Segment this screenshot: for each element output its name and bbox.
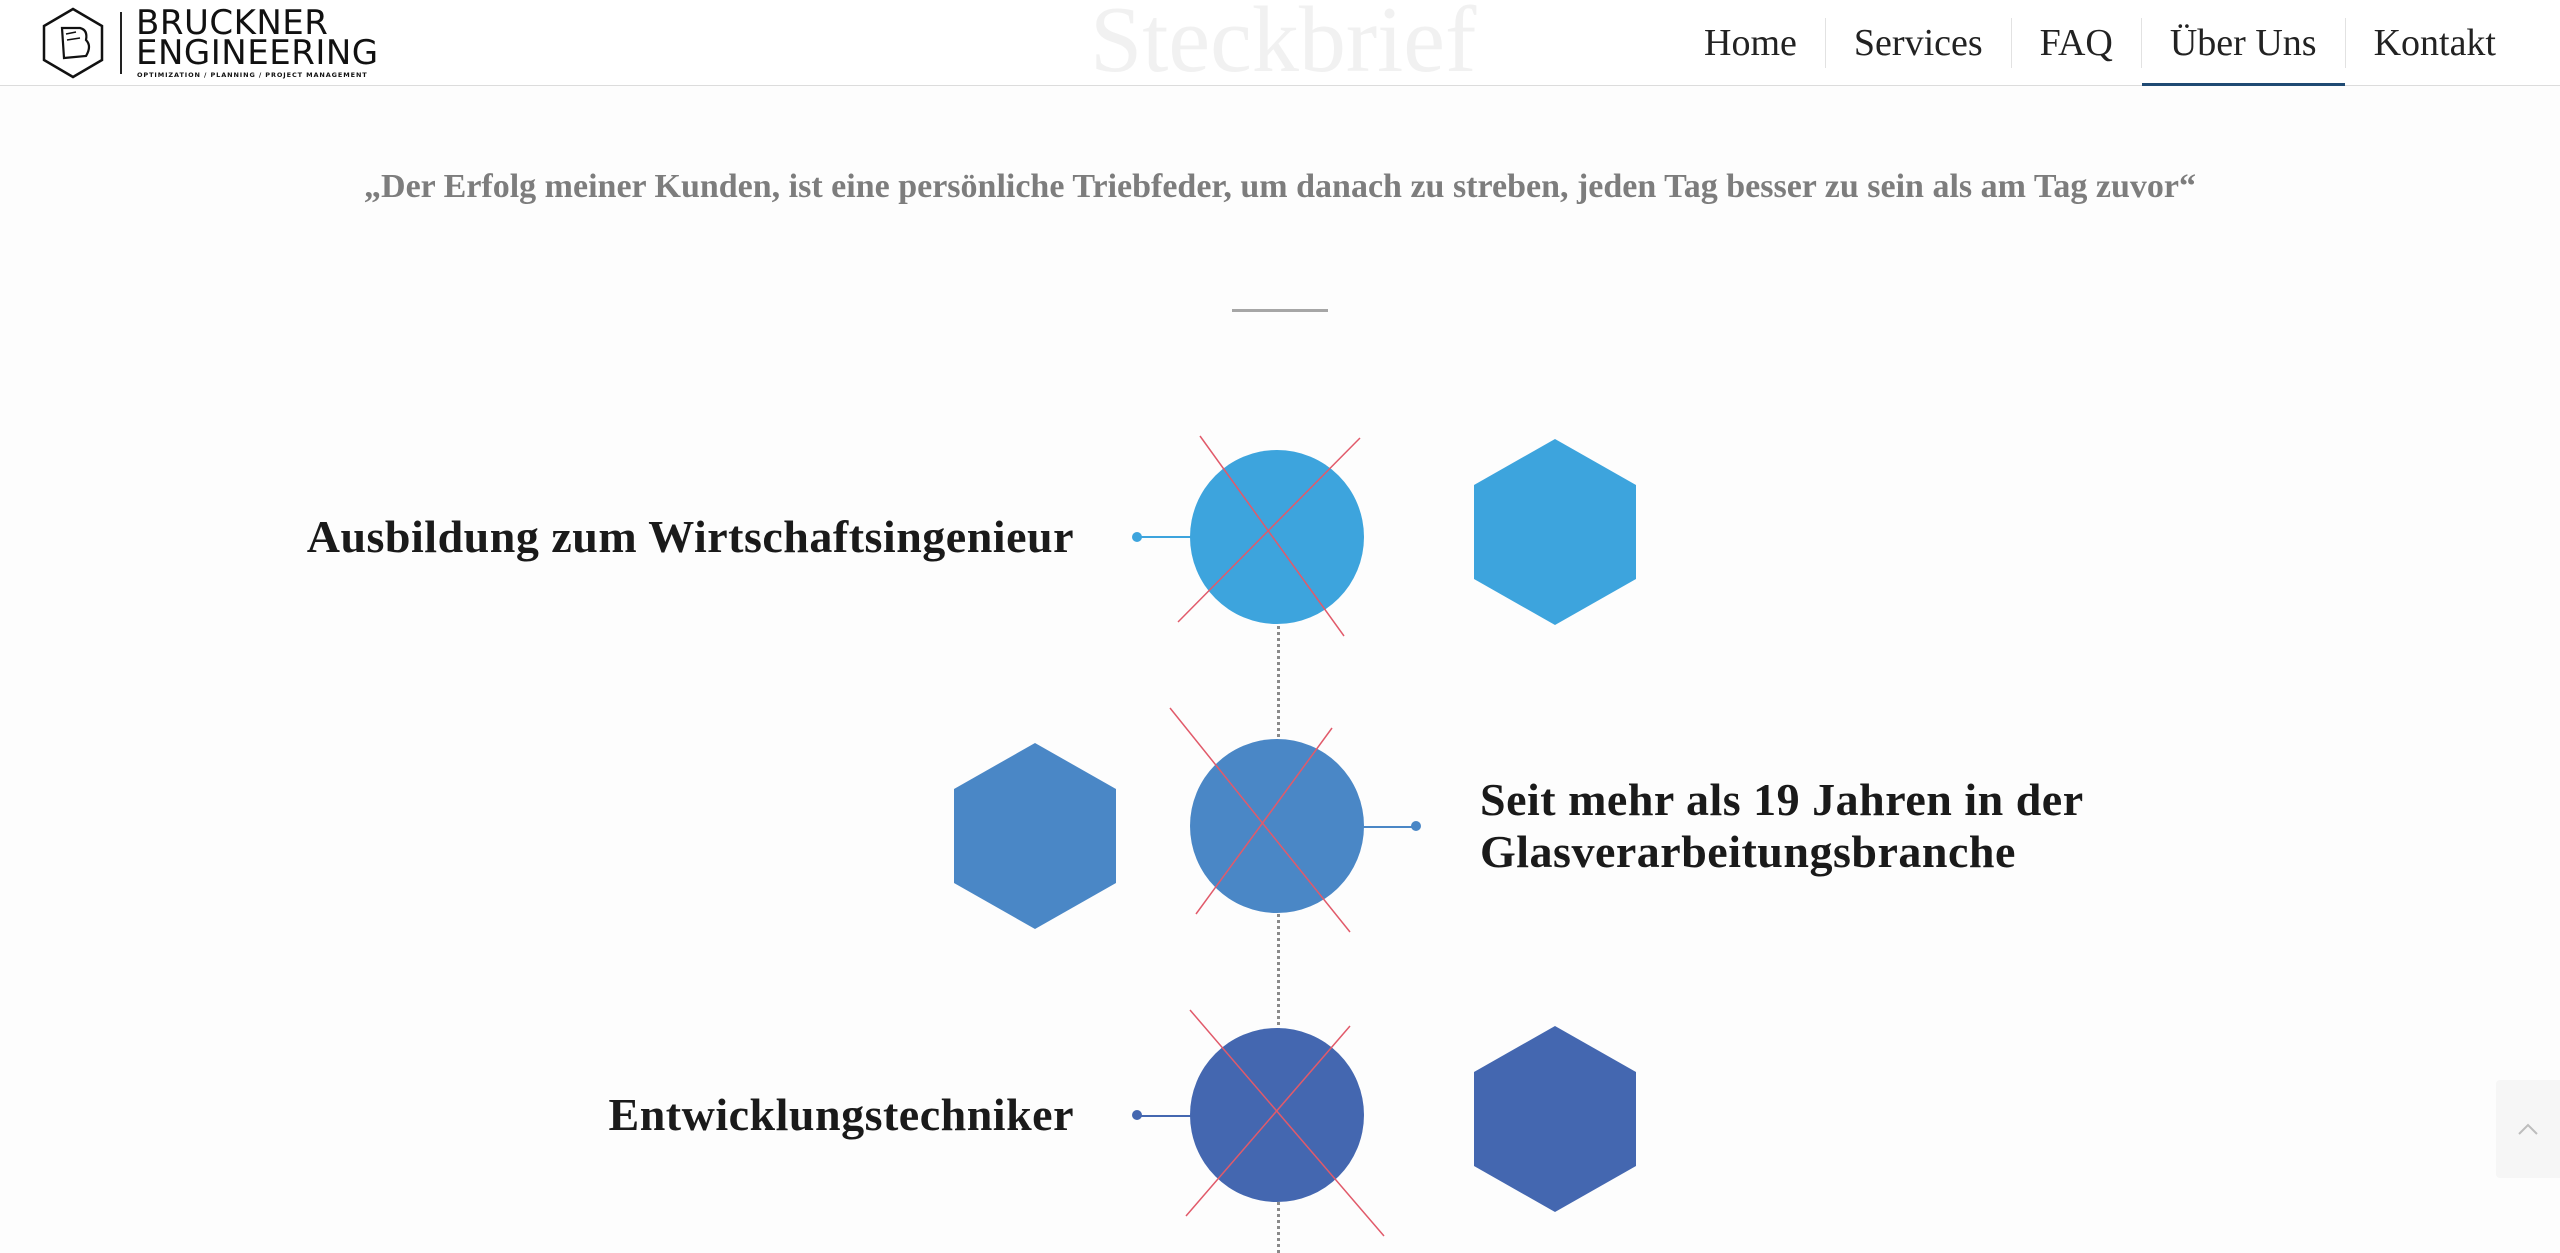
main-nav xyxy=(1676,0,2560,86)
scroll-to-top-button[interactable] xyxy=(2496,1080,2560,1178)
nav-item-kontakt[interactable]: Kontakt xyxy=(2373,22,2496,64)
ghost-page-title: Steckbrief xyxy=(1090,0,1477,92)
timeline-label-2-line1: Seit mehr als 19 Jahren in der xyxy=(1480,774,2084,825)
timeline-label-2-line2: Glasverarbeitungsbranche xyxy=(1480,826,2016,877)
hexagon-icon-3 xyxy=(1472,1024,1638,1214)
nav-item-home[interactable]: Home xyxy=(1704,22,1797,64)
cross-lines-2 xyxy=(1160,700,1400,950)
hexagon-icon-1 xyxy=(1472,437,1638,627)
brand-name-line2: ENGINEERING xyxy=(136,33,379,73)
timeline-connector-2 xyxy=(1360,826,1414,828)
timeline-dot-1 xyxy=(1132,532,1142,542)
hexagon-icon-2 xyxy=(952,741,1118,931)
site-header xyxy=(0,0,2560,92)
cross-lines-3 xyxy=(1160,1000,1400,1253)
hexagon-logo-icon xyxy=(40,6,106,80)
timeline-label-3: Entwicklungstechniker xyxy=(608,1089,1074,1140)
timeline-dot-2 xyxy=(1411,821,1421,831)
nav-item-ueber-uns[interactable]: Über Uns xyxy=(2142,0,2345,86)
brand-logo[interactable] xyxy=(40,3,400,80)
logo-divider xyxy=(120,12,122,74)
brand-tagline: OPTIMIZATION / PLANNING / PROJECT MANAGEMENT xyxy=(137,71,368,79)
company-quote: „Der Erfolg meiner Kunden, ist eine persönliche Triebfeder, um danach zu streben, jeden Tag besser zu sein als am Tag zuvor“ xyxy=(364,168,2196,205)
cross-lines-1 xyxy=(1160,432,1400,652)
brand-name-line1: BRUCKNER xyxy=(136,3,329,43)
timeline-label-1: Ausbildung zum Wirtschaftsingenieur xyxy=(306,511,1074,562)
quote-divider xyxy=(1232,309,1328,312)
nav-item-services[interactable]: Services xyxy=(1853,22,1983,64)
timeline-dot-3 xyxy=(1132,1110,1142,1120)
chevron-up-icon xyxy=(2517,1122,2539,1136)
nav-item-faq[interactable]: FAQ xyxy=(2039,22,2113,64)
